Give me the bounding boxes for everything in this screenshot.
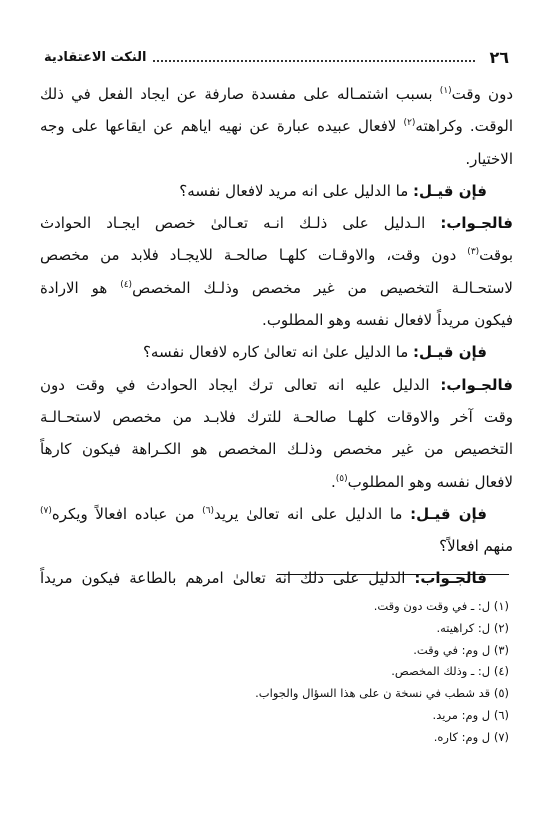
question-line: فإن قيـل: ما الدليل على انه مريد لافعال نفسه؟ [179, 181, 487, 200]
footnote-mark: (٤) [120, 279, 133, 290]
footnote-separator [277, 574, 509, 575]
answer-line: فالجـواب: الدليل على ذلك انه تعالىٰ امرهم بالطاعة فيكون مريداً [40, 569, 487, 588]
footnote: (١) ل: ـ في وقت دون وقت. [373, 599, 509, 613]
text-line: التخصيص من غير مخصص وذلـك المخصص هو الكـراهة فيكون كارهاً [40, 440, 513, 459]
footnote-mark: (٧) [40, 505, 52, 516]
text-line: الوقت. وكراهته$^{(٢)}$ لافعال عبيده عبارة عن نهيه اياهم عن ايقاعها على وجه [40, 117, 513, 136]
header-leader-dots [153, 52, 476, 62]
running-title: النكت الاعتقادية [44, 49, 147, 65]
footnote: (٢) ل: كراهيته. [436, 620, 509, 635]
footnote: (٦) ل وم: مريد. [432, 707, 509, 722]
text-line: منهم افعالاً؟ [439, 537, 513, 556]
footnote: (٣) ل وم: في وقت. [413, 642, 509, 657]
text-line: لاستحـالـة التخصيص من غير مخصص وذلـك المخصص$^{(٤)}$ هو الارادة [40, 278, 513, 297]
footnote-mark: (١) [439, 86, 452, 96]
text-line: لافعال نفسه وهو المطلوب$^{(٥)}$. [330, 472, 513, 491]
question-label: فإن قيـل: [413, 343, 487, 362]
question-line: فإن قيـل: ما الدليل على انه تعالىٰ يريد$^{(٦)}$ من عباده افعالاً ويكره$^{(٧)}$ [40, 504, 487, 523]
text-line: فيكون مريداً لافعال نفسه وهو المطلوب. [262, 311, 513, 330]
footnote-mark: (٣) [467, 247, 480, 258]
footnote: (٧) ل وم: كاره. [433, 729, 509, 744]
text-line: دون وقت$^{(١)}$ بسبب اشتمـاله على مفسدة صارفة عن ايجاد الفعل في ذلك [40, 85, 513, 103]
footnote-mark: (٦) [202, 505, 215, 516]
answer-label: فالجـواب: [414, 569, 487, 588]
text-line: وقت آخر والاوقات كلهـا صالحـة للترك فلابـد من مخصص لاستحـالـة [40, 407, 513, 426]
answer-label: فالجـواب: [440, 214, 513, 233]
text-line: بوقت$^{(٣)}$ دون وقت، والاوقـات كلهـا صالحـة للايجـاد فلابد من مخصص [40, 246, 513, 265]
footnotes [100, 596, 509, 749]
footnote-mark: (٢) [403, 118, 416, 129]
text-line: الاختيار. [465, 149, 513, 168]
page-number: ٢٦ [489, 47, 509, 67]
answer-line: فالجـواب: الـدليل على ذلـك انـه تعـالىٰ خصص ايجـاد الحوادث [40, 214, 513, 233]
answer-line: فالجـواب: الدليل عليه انه تعالى ترك ايجاد الحوادث في وقت دون [40, 375, 513, 394]
answer-label: فالجـواب: [440, 375, 513, 394]
footnote: (٤) ل: ـ وذلك المخصص. [391, 664, 509, 679]
footnote: (٥) قد شطب في نسخة ن على هذا السؤال والجواب. [255, 686, 509, 701]
footnote-mark: (٥) [335, 473, 348, 484]
main-text [40, 78, 513, 595]
question-line: فإن قيـل: ما الدليل علىٰ انه تعالىٰ كاره لافعال نفسه؟ [142, 343, 487, 362]
question-label: فإن قيـل: [413, 181, 487, 200]
question-label: فإن قيـل: [410, 504, 487, 523]
page-header [44, 47, 509, 67]
